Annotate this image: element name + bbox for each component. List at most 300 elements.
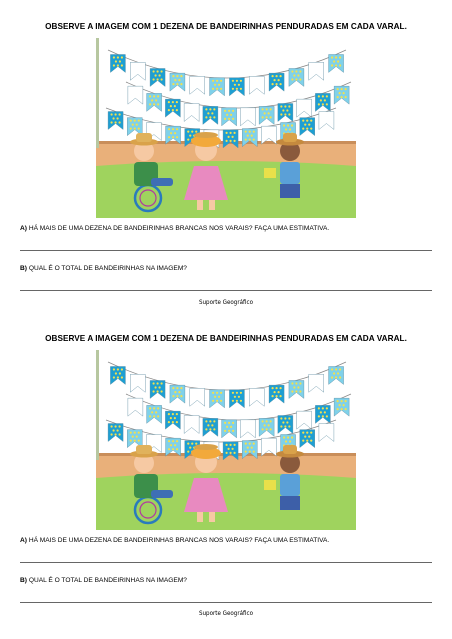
flag-dot [136,124,138,126]
flag-dot [115,372,117,374]
flag-dot [172,421,174,423]
flag-dot [280,105,282,107]
flag-dot [168,448,170,450]
flag-dot [253,451,255,453]
flag-dot [291,70,293,72]
flag-dot [156,78,158,80]
flag-dot [213,116,215,118]
flag-dot [110,433,112,435]
flag-dot [271,387,273,389]
flag-dot [273,391,275,393]
flag-dot [225,132,227,134]
flag-dot [118,433,120,435]
flag-dot [160,382,162,384]
flag-dot [225,452,227,454]
flag-dot [302,440,304,442]
flag-dot [168,136,170,138]
flag-dot [229,140,231,142]
flag-dot [224,430,226,432]
flag-dot [284,105,286,107]
pants [280,496,300,510]
flag-dot [345,408,347,410]
flag-dot [247,135,249,137]
flag-dot [283,436,285,438]
flag-dot [152,390,154,392]
hat-top [283,133,297,142]
flag-dot [180,395,182,397]
answer-line-b[interactable] [20,290,432,291]
flag-dot [168,421,170,423]
flag-dot [324,411,326,413]
flag-dot [168,413,170,415]
shirt [280,162,300,184]
flag-dot [228,430,230,432]
question-a [20,537,329,544]
flag-dot [306,128,308,130]
flag-dot [113,376,115,378]
flag-dot [337,400,339,402]
flag-dot [339,56,341,58]
flag-dot [324,99,326,101]
festa-junina-illustration [96,38,356,218]
flag-dot [284,425,286,427]
flag-dot [291,390,293,392]
flag-dot [249,451,251,453]
flag-dot [168,109,170,111]
flag-dot [156,390,158,392]
flag-dot [157,103,159,105]
flag-dot [228,422,230,424]
flag-dot [174,132,176,134]
flag-dot [331,376,333,378]
flag-dot [280,425,282,427]
answer-line-a[interactable] [20,562,432,563]
flag-dot [238,84,240,86]
flag-dot [279,395,281,397]
flag-dot [209,428,211,430]
flag-dot [310,432,312,434]
flag-dot [322,95,324,97]
flag-dot [288,417,290,419]
flag-dot [308,124,310,126]
flag-dot [205,428,207,430]
flag-dot [117,56,119,58]
worksheet-title: OBSERVE A IMAGEM COM 1 DEZENA DE BANDEIRINHAS PENDURADAS EM CADA VARAL. [45,22,407,31]
flag-dot [285,128,287,130]
question-b [20,577,187,584]
flag-dot [116,429,118,431]
flag-dot [151,411,153,413]
flag-dot [153,95,155,97]
flag-dot [168,440,170,442]
flag-dot [211,424,213,426]
flag-dot [229,452,231,454]
flag-dot [212,400,214,402]
shirt [280,474,300,496]
flag-dot [233,140,235,142]
question-b-letter: B) [20,577,27,584]
flag-dot [343,404,345,406]
flag-dot [151,99,153,101]
flag-dot [337,372,339,374]
flag-dot [212,392,214,394]
leg [209,200,215,210]
flag-dot [230,114,232,116]
flag-dot [279,75,281,77]
flag-dot [335,56,337,58]
flag-dot [226,114,228,116]
flag-dot [157,415,159,417]
flag-dot [335,64,337,66]
flag-dot [293,386,295,388]
flag-dot [345,88,347,90]
flag-dot [236,392,238,394]
flag-dot [341,88,343,90]
flag-dot [132,124,134,126]
flag-dot [236,88,238,90]
flag-dot [138,128,140,130]
flag-dot [275,75,277,77]
flag-dot [207,424,209,426]
flag-dot [291,78,293,80]
flag-dot [343,92,345,94]
flag-dot [320,99,322,101]
worksheet-2 [0,312,452,631]
festa-junina-illustration [96,350,356,530]
question-b [20,265,187,272]
flag-dot [220,80,222,82]
flag-dot [233,452,235,454]
flag-dot [118,425,120,427]
flag-dot [275,83,277,85]
flag-dot [299,382,301,384]
flag-dot [270,420,272,422]
flag-dot [268,112,270,114]
flag-dot [174,417,176,419]
flag-dot [245,451,247,453]
flag-dot [302,120,304,122]
answer-line-b[interactable] [20,602,432,603]
flag-dot [152,70,154,72]
flag-dot [331,56,333,58]
flag-dot [117,64,119,66]
flag-dot [231,136,233,138]
flag-dot [341,400,343,402]
flag-dot [339,92,341,94]
flag-dot [270,116,272,118]
flag-dot [168,128,170,130]
flag-dot [322,407,324,409]
flag-dot [339,368,341,370]
flag-dot [333,372,335,374]
flag-dot [178,391,180,393]
flag-dot [232,392,234,394]
flag-dot [191,131,193,133]
flag-dot [176,421,178,423]
flag-dot [240,400,242,402]
question-b-text: QUAL É O TOTAL DE BANDEIRINHAS NA IMAGEM? [28,265,187,272]
flag-dot [174,79,176,81]
flag-dot [295,382,297,384]
flag-dot [236,80,238,82]
flag-dot [213,108,215,110]
flag-dot [130,128,132,130]
flag-dot [245,139,247,141]
flag-dot [345,96,347,98]
credit-text: Suporte Geográfico [198,610,254,617]
flag-dot [172,440,174,442]
flag-dot [134,440,136,442]
flag-dot [293,74,295,76]
flag-dot [152,78,154,80]
flag-dot [172,448,174,450]
flag-dot [275,387,277,389]
flag-dot [152,382,154,384]
flag-dot [337,60,339,62]
flag-dot [227,136,229,138]
flag-dot [249,139,251,141]
flag-dot [191,443,193,445]
flag-dot [214,84,216,86]
flag-dot [270,428,272,430]
pants [151,178,173,186]
flag-dot [172,101,174,103]
question-a-letter: A) [20,537,27,544]
flag-dot [228,118,230,120]
flag-dot [251,135,253,137]
flag-dot [287,436,289,438]
flag-dot [232,400,234,402]
flag-dot [280,417,282,419]
hat-top [283,445,297,454]
flag-dot [209,108,211,110]
flag-dot [304,124,306,126]
flag-dot [214,396,216,398]
flag-dot [291,436,293,438]
flag-dot [345,400,347,402]
flag-dot [262,108,264,110]
flag-dot [176,128,178,130]
flag-dot [284,113,286,115]
flag-dot [232,422,234,424]
flag-dot [232,118,234,120]
flag-dot [271,75,273,77]
flag-dot [283,124,285,126]
flag-dot [114,433,116,435]
flag-dot [121,64,123,66]
flag-dot [119,60,121,62]
flag-dot [134,120,136,122]
flag-dot [118,121,120,123]
flag-dot [331,368,333,370]
hat-top [136,445,152,454]
flag-dot [306,432,308,434]
answer-line-a[interactable] [20,250,432,251]
flag-dot [299,390,301,392]
flag-dot [121,56,123,58]
flag-dot [225,444,227,446]
flag-dot [240,88,242,90]
flag-dot [320,411,322,413]
flag-dot [138,120,140,122]
flag-dot [172,109,174,111]
flag-dot [170,444,172,446]
flag-dot [113,56,115,58]
flag-dot [136,436,138,438]
flag-dot [149,407,151,409]
flag-dot [284,417,286,419]
worksheet-1 [0,0,452,319]
flag-dot [251,447,253,449]
flag-dot [326,407,328,409]
flag-dot [234,84,236,86]
flag-dot [155,99,157,101]
flag-dot [266,108,268,110]
flag-dot [231,448,233,450]
flag-dot [176,75,178,77]
flag-dot [289,128,291,130]
flag-dot [310,128,312,130]
flag-dot [172,387,174,389]
flag-dot [113,64,115,66]
flag-dot [253,443,255,445]
flag-dot [228,110,230,112]
question-b-text: QUAL É O TOTAL DE BANDEIRINHAS NA IMAGEM? [28,577,187,584]
flag-dot [110,113,112,115]
flag-dot [295,70,297,72]
flag-dot [271,83,273,85]
flag-dot [249,131,251,133]
flag-dot [236,400,238,402]
flag-dot [227,448,229,450]
flag-dot [322,103,324,105]
flag-dot [155,411,157,413]
post [96,38,99,148]
flag-dot [264,424,266,426]
flag-dot [232,430,234,432]
flag-dot [138,432,140,434]
flag-dot [318,407,320,409]
flag-dot [121,376,123,378]
question-a-text: HÁ MAIS DE UMA DEZENA DE BANDEIRINHAS BRANCAS NOS VARAIS? FAÇA UMA ESTIMATIVA. [28,537,330,544]
flag-dot [240,80,242,82]
flag-dot [286,109,288,111]
flag-dot [205,108,207,110]
flag-dot [176,413,178,415]
worksheet-title: OBSERVE A IMAGEM COM 1 DEZENA DE BANDEIRINHAS PENDURADAS EM CADA VARAL. [45,334,407,343]
gift [264,480,276,490]
flag-dot [273,79,275,81]
festa-junina-scene [96,38,356,218]
flag-dot [229,444,231,446]
flag-dot [212,80,214,82]
flag-dot [174,105,176,107]
flag-dot [308,436,310,438]
flag-dot [189,135,191,137]
flag-dot [229,132,231,134]
flag-dot [232,110,234,112]
flag-dot [110,425,112,427]
flag-dot [339,376,341,378]
flag-dot [226,426,228,428]
flag-dot [302,128,304,130]
flag-dot [212,88,214,90]
flag-dot [170,417,172,419]
flag-dot [275,395,277,397]
flag-dot [130,432,132,434]
leg [209,512,215,522]
flag-dot [134,432,136,434]
flag-dot [297,74,299,76]
flag-dot [153,103,155,105]
pants [280,184,300,198]
flag-dot [249,443,251,445]
flag-dot [286,421,288,423]
flag-dot [216,88,218,90]
flag-dot [205,420,207,422]
festa-junina-scene [96,350,356,530]
flag-dot [213,428,215,430]
flag-dot [245,131,247,133]
flag-dot [170,132,172,134]
flag-dot [233,444,235,446]
flag-dot [220,88,222,90]
flag-dot [247,447,249,449]
flag-dot [172,128,174,130]
flag-dot [337,408,339,410]
flag-dot [110,121,112,123]
question-a-letter: A) [20,225,27,232]
flag-dot [216,400,218,402]
flag-dot [149,95,151,97]
flag-dot [299,78,301,80]
flag-dot [168,101,170,103]
flag-dot [195,443,197,445]
flag-dot [326,95,328,97]
flag-dot [218,396,220,398]
flag-dot [172,136,174,138]
flag-dot [170,105,172,107]
pants [151,490,173,498]
flag-dot [295,78,297,80]
flag-dot [130,440,132,442]
flag-dot [277,79,279,81]
flag-dot [154,74,156,76]
hat-brim [194,132,218,138]
flag-dot [180,83,182,85]
leg [197,200,203,210]
flag-dot [306,120,308,122]
flag-dot [132,436,134,438]
flag-dot [331,64,333,66]
flag-dot [178,79,180,81]
flag-dot [288,425,290,427]
flag-dot [318,103,320,105]
flag-dot [333,60,335,62]
flag-dot [153,407,155,409]
flag-dot [180,75,182,77]
flag-dot [195,131,197,133]
question-b-letter: B) [20,265,27,272]
flag-dot [262,428,264,430]
flag-dot [270,108,272,110]
flag-dot [326,415,328,417]
flag-dot [180,387,182,389]
flag-dot [114,425,116,427]
flag-dot [279,387,281,389]
flag-dot [253,131,255,133]
flag-dot [302,432,304,434]
